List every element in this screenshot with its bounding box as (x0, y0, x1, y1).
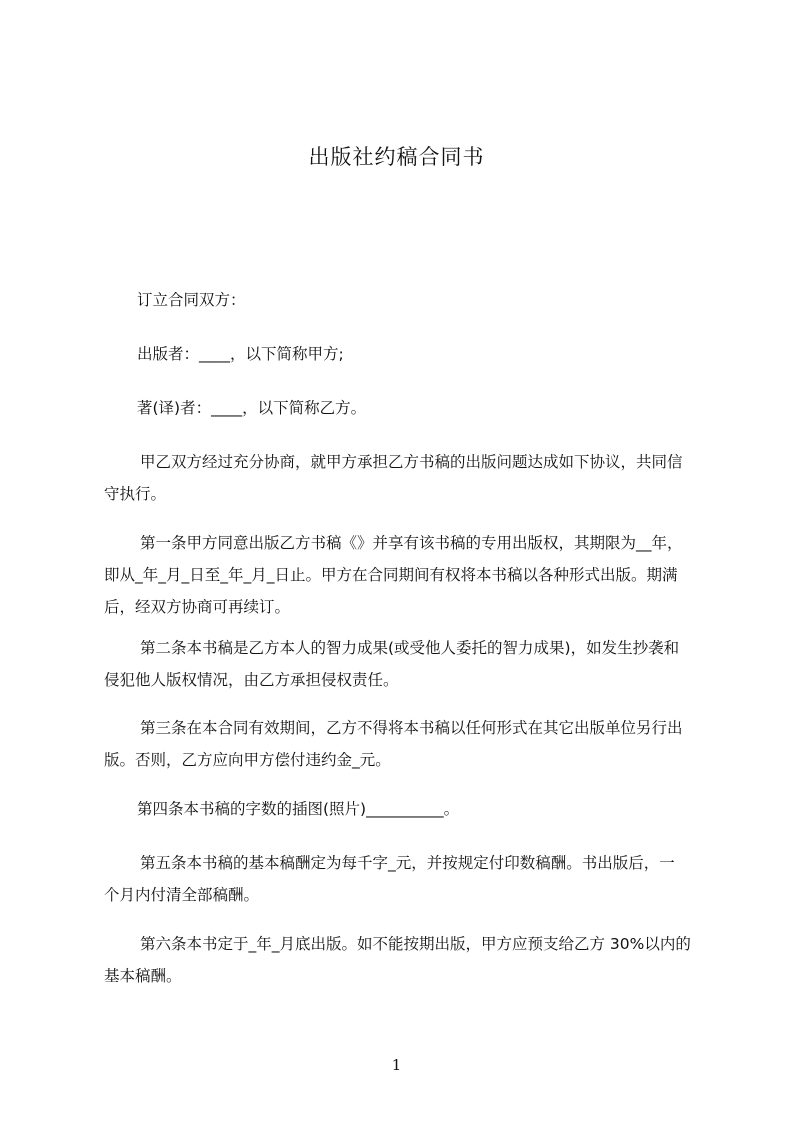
article-4-text: 第四条本书稿的字数的插图(照片)__________。 (137, 800, 460, 818)
article-6-paragraph (104, 928, 698, 992)
article-3-line-1: 第三条在本合同有效期间，乙方不得将本书稿以任何形式在其它出版单位另行出 (140, 719, 683, 737)
intro-line-1: 甲乙双方经过充分协商，就甲方承担乙方书稿的出版问题达成如下协议，共同信 (140, 453, 683, 471)
article-6-line-1: 第六条本书定于_年_月底出版。如不能按期出版，甲方应预支给乙方 30%以内的 (140, 935, 691, 953)
publisher-line-text: 出版者：____，以下简称甲方; (137, 345, 344, 363)
intro-line-2: 守执行。 (104, 485, 167, 503)
parties-heading (137, 284, 246, 316)
article-1-line-2: 即从_年_月_日至_年_月_日止。甲方在合同期间有权将本书稿以各种形式出版。期满 (104, 566, 678, 584)
article-5-line-1: 第五条本书稿的基本稿酬定为每千字_元，并按规定付印数稿酬。书出版后，一 (140, 854, 675, 872)
document-title: 出版社约稿合同书 (308, 145, 485, 169)
article-1-paragraph (104, 527, 698, 623)
article-1-line-3: 后，经双方协商可再续订。 (104, 598, 291, 616)
parties-heading-text: 订立合同双方： (137, 291, 246, 309)
article-6-line-2: 基本稿酬。 (104, 967, 182, 985)
article-1-line-1: 第一条甲方同意出版乙方书稿《》并享有该书稿的专用出版权，其期限为__年， (140, 534, 683, 552)
intro-paragraph (104, 446, 698, 510)
article-3-line-2: 版。否则，乙方应向甲方偿付违约金_元。 (104, 751, 391, 769)
article-3-paragraph (104, 712, 698, 776)
author-line (137, 392, 366, 424)
article-4-paragraph (137, 793, 459, 825)
article-2-line-2: 侵犯他人版权情况，由乙方承担侵权责任。 (104, 671, 399, 689)
article-2-paragraph (104, 632, 698, 696)
article-5-line-2: 个月内付清全部稿酬。 (104, 886, 260, 904)
author-line-text: 著(译)者：____，以下简称乙方。 (137, 399, 367, 417)
publisher-line (137, 338, 344, 370)
article-5-paragraph (104, 847, 698, 911)
article-2-line-1: 第二条本书稿是乙方本人的智力成果(或受他人委托的智力成果)，如发生抄袭和 (140, 639, 680, 657)
page-number: 1 (391, 1056, 402, 1074)
